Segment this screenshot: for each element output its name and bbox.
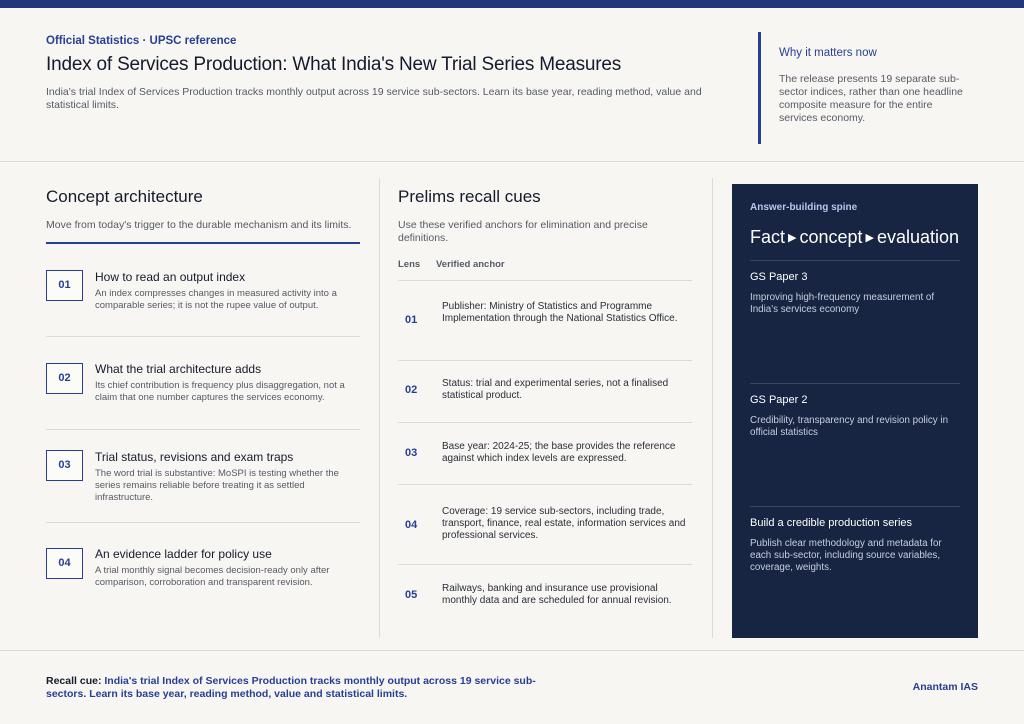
spine-item: [750, 506, 960, 606]
concept-title: What the trial architecture adds: [95, 362, 262, 376]
recall-number: 04: [405, 519, 418, 531]
why-title: Why it matters now: [779, 47, 877, 59]
column-divider: [379, 178, 380, 638]
concept-subheading: Move from today's trigger to the durable mechanism and its limits.: [46, 219, 352, 231]
anchor-column-header: Verified anchor: [436, 259, 505, 270]
concept-item: [46, 244, 360, 337]
concept-text: The word trial is substantive: MoSPI is testing whether the series remains reliable before treating it as settled infrastructure.: [95, 468, 339, 503]
prelims-recall-column: [398, 178, 692, 625]
concept-item: [46, 430, 360, 523]
arrow-right-icon: ▶: [788, 232, 797, 244]
answer-spine-panel: [732, 184, 978, 638]
page-subtitle: India's trial Index of Services Production tracks monthly output across 19 service sub-sectors. Learn its base year, reading method, value and statistical limits.: [46, 86, 702, 111]
concept-number: 04: [46, 548, 83, 579]
eyebrow-label: Official Statistics · UPSC reference: [46, 35, 237, 47]
page-title: Index of Services Production: What India's New Trial Series Measures: [46, 54, 622, 75]
recall-text: Railways, banking and insurance use provisional monthly data and are scheduled for annual revision.: [442, 583, 672, 606]
recall-row: [398, 361, 692, 423]
prelims-subheading: Use these verified anchors for elimination and precise definitions.: [398, 219, 648, 244]
spine-title-fact: Fact: [750, 227, 786, 247]
concept-text: A trial monthly signal becomes decision-ready only after comparison, corroboration and transparent revision.: [95, 565, 330, 588]
recall-cue: [46, 675, 566, 701]
recall-number: 02: [405, 384, 418, 396]
concept-number: 02: [46, 363, 83, 394]
spine-item-title: GS Paper 2: [750, 394, 808, 406]
spine-title-concept: concept: [799, 227, 863, 247]
why-it-matters-callout: [758, 32, 972, 144]
concept-item: [46, 523, 360, 603]
recall-row: [398, 485, 692, 565]
recall-text: Status: trial and experimental series, not a finalised statistical product.: [442, 378, 669, 401]
recall-number: 01: [405, 314, 418, 326]
spine-item-title: GS Paper 3: [750, 271, 808, 283]
concept-title: Trial status, revisions and exam traps: [95, 450, 294, 464]
page-header: [0, 8, 1024, 162]
spine-item: [750, 260, 960, 383]
spine-item-text: Publish clear methodology and metadata for each sub-sector, including source variables, coverage, weights.: [750, 538, 942, 573]
concept-text: An index compresses changes in measured activity into a comparable series; it is not the rupee value of output.: [95, 288, 337, 311]
concept-title: An evidence ladder for policy use: [95, 547, 272, 561]
concept-number: 01: [46, 270, 83, 301]
column-divider: [712, 178, 713, 638]
prelims-heading: Prelims recall cues: [398, 187, 541, 206]
page-footer: [0, 650, 1024, 724]
concept-item: [46, 337, 360, 430]
recall-text: Coverage: 19 service sub-sectors, including trade, transport, finance, real estate, information services and professional services.: [442, 506, 686, 541]
arrow-right-icon: ▶: [865, 232, 874, 244]
recall-row: [398, 423, 692, 485]
lens-column-header: Lens: [398, 259, 421, 270]
spine-item-title: Build a credible production series: [750, 517, 913, 529]
why-text: The release presents 19 separate sub-sector indices, rather than one headline composite measure for the entire services economy.: [779, 73, 963, 124]
recall-number: 05: [405, 589, 418, 601]
spine-item: [750, 383, 960, 506]
concept-title: How to read an output index: [95, 270, 246, 284]
spine-item-text: Improving high-frequency measurement of India's services economy: [750, 292, 935, 315]
spine-title-evaluation: evaluation: [877, 227, 960, 247]
recall-table-header: [398, 259, 692, 281]
recall-number: 03: [405, 447, 418, 459]
recall-row: [398, 281, 692, 361]
spine-eyebrow: Answer-building spine: [750, 202, 858, 213]
top-accent-bar: [0, 0, 1024, 8]
concept-text: Its chief contribution is frequency plus disaggregation, not a claim that one number captures the services economy.: [95, 380, 345, 403]
concept-number: 03: [46, 450, 83, 481]
brand-name: Anantam IAS: [912, 681, 978, 693]
recall-text: Base year: 2024-25; the base provides the reference against which index levels are expressed.: [442, 441, 676, 464]
recall-text: Publisher: Ministry of Statistics and Programme Implementation through the National Statistics Office.: [442, 301, 678, 324]
recall-cue-label: Recall cue:: [46, 675, 105, 687]
recall-cue-text: India's trial Index of Services Production tracks monthly output across 19 service sub-sectors. Learn its base year, reading method, value and statistical limits.: [46, 675, 536, 700]
recall-row: [398, 565, 692, 625]
concept-heading: Concept architecture: [46, 187, 203, 206]
spine-item-text: Credibility, transparency and revision policy in official statistics: [750, 415, 949, 438]
spine-title: [750, 227, 960, 248]
concept-architecture-column: [46, 178, 360, 603]
